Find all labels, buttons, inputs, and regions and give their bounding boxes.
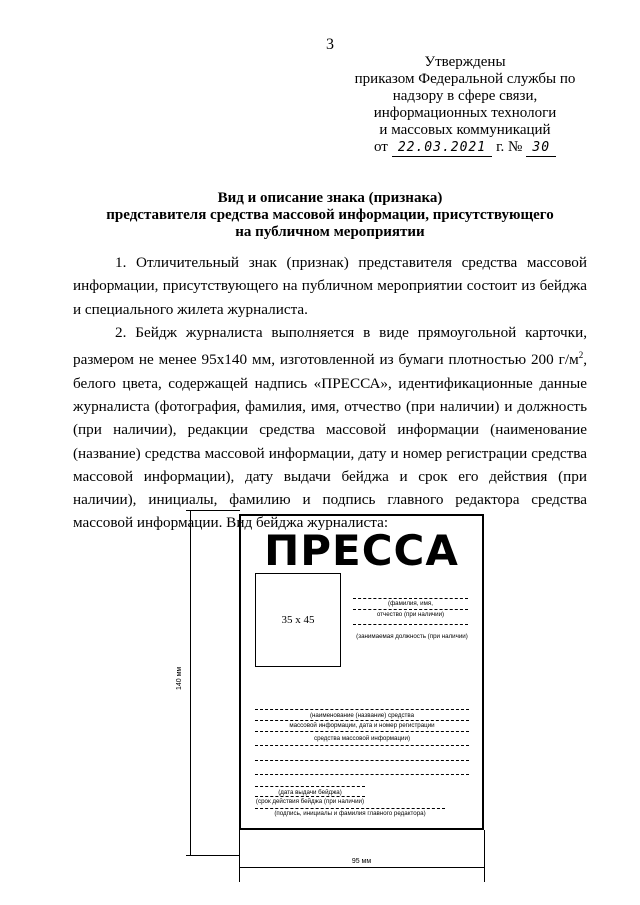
width-dimension-label: 95 мм [351,858,372,865]
issue-date-label: (дата выдачи бейджа) [278,789,342,796]
validity-label: (срок действия бейджа (при наличии) [255,798,365,805]
media-label: массовой информации, дата и номер регистрации [289,722,435,729]
order-date-line [330,139,600,157]
title-line: представителя средства массовой информации, присутствующего [106,207,554,223]
dashed-line [255,760,469,761]
name-label: (фамилия, имя, [388,600,433,607]
approval-line: Утверждены [424,54,506,70]
badge-heading: ПРЕССА [264,526,459,575]
dimension-tick [186,510,240,511]
dashed-line [353,598,468,599]
dashed-line [255,796,365,797]
dashed-line [353,624,468,625]
number-prefix: г. № [496,139,523,155]
photo-placeholder [255,573,341,667]
paragraph-2-text: 2. Бейдж журналиста выполняется в виде прямоугольной карточки, размером не менее 95х140 мм, изготовленной из бумаги плотностью 200 г/м [73,324,587,369]
superscript: 2 [578,350,584,361]
press-badge [239,514,484,830]
date-prefix: от [373,139,388,155]
approval-line: информационных технологи [373,105,557,121]
page-number: 3 [326,36,334,53]
signature-label: (подпись, инициалы и фамилия главного редактора) [274,810,426,817]
document-title [60,190,600,241]
width-dimension-line [239,867,484,868]
approval-line: и массовых коммуникаций [379,122,551,138]
dashed-line [255,709,469,710]
position-label: (занимаемая должность (при наличии) [356,633,468,640]
dashed-line [255,745,469,746]
dashed-line [255,786,365,787]
paragraph-1: 1. Отличительный знак (признак) представителя средства массовой информации, присутствующего на публичном мероприятии состоит из бейджа и специального жилета журналиста. [73,254,587,318]
dimension-tick [186,855,240,856]
dimension-tick [239,830,240,882]
media-label: (наименование (название) средства [309,712,415,719]
dashed-line [255,731,469,732]
media-label: средства массовой информации) [313,735,411,742]
dimension-tick [484,830,485,882]
title-line: на публичном мероприятии [235,224,425,240]
approval-line: приказом Федеральной службы по [354,71,576,87]
paragraph-2-text-cont: , белого цвета, содержащей надпись «ПРЕССА», идентификационные данные журналиста (фотография, фамилия, имя, отчество (при наличии) и должность (при наличии), редакции средства массовой информации (наименование (название) средства массовой информации, дату и номер регистрации средства массовой информации), дату выдачи бейджа и срок его действия (при наличии), инициалы, фамилию и подпись главного редактора средства массовой информации. Вид бейджа журналиста: [73,351,587,532]
approval-line: надзору в сфере связи, [392,88,538,104]
name-label: отчество (при наличии) [376,611,445,618]
dashed-line [255,808,445,809]
approval-block [330,54,600,157]
dashed-line [255,720,469,721]
dashed-line [353,609,468,610]
order-date: 22.03.2021 [392,139,492,157]
height-dimension-line [190,510,191,855]
photo-size-label: 35 х 45 [281,614,315,626]
title-line: Вид и описание знака (признака) [217,190,443,206]
height-dimension-label: 140 мм [176,666,183,690]
order-number: 30 [526,139,556,157]
dashed-line [255,774,469,775]
paragraph-2 [73,321,587,535]
